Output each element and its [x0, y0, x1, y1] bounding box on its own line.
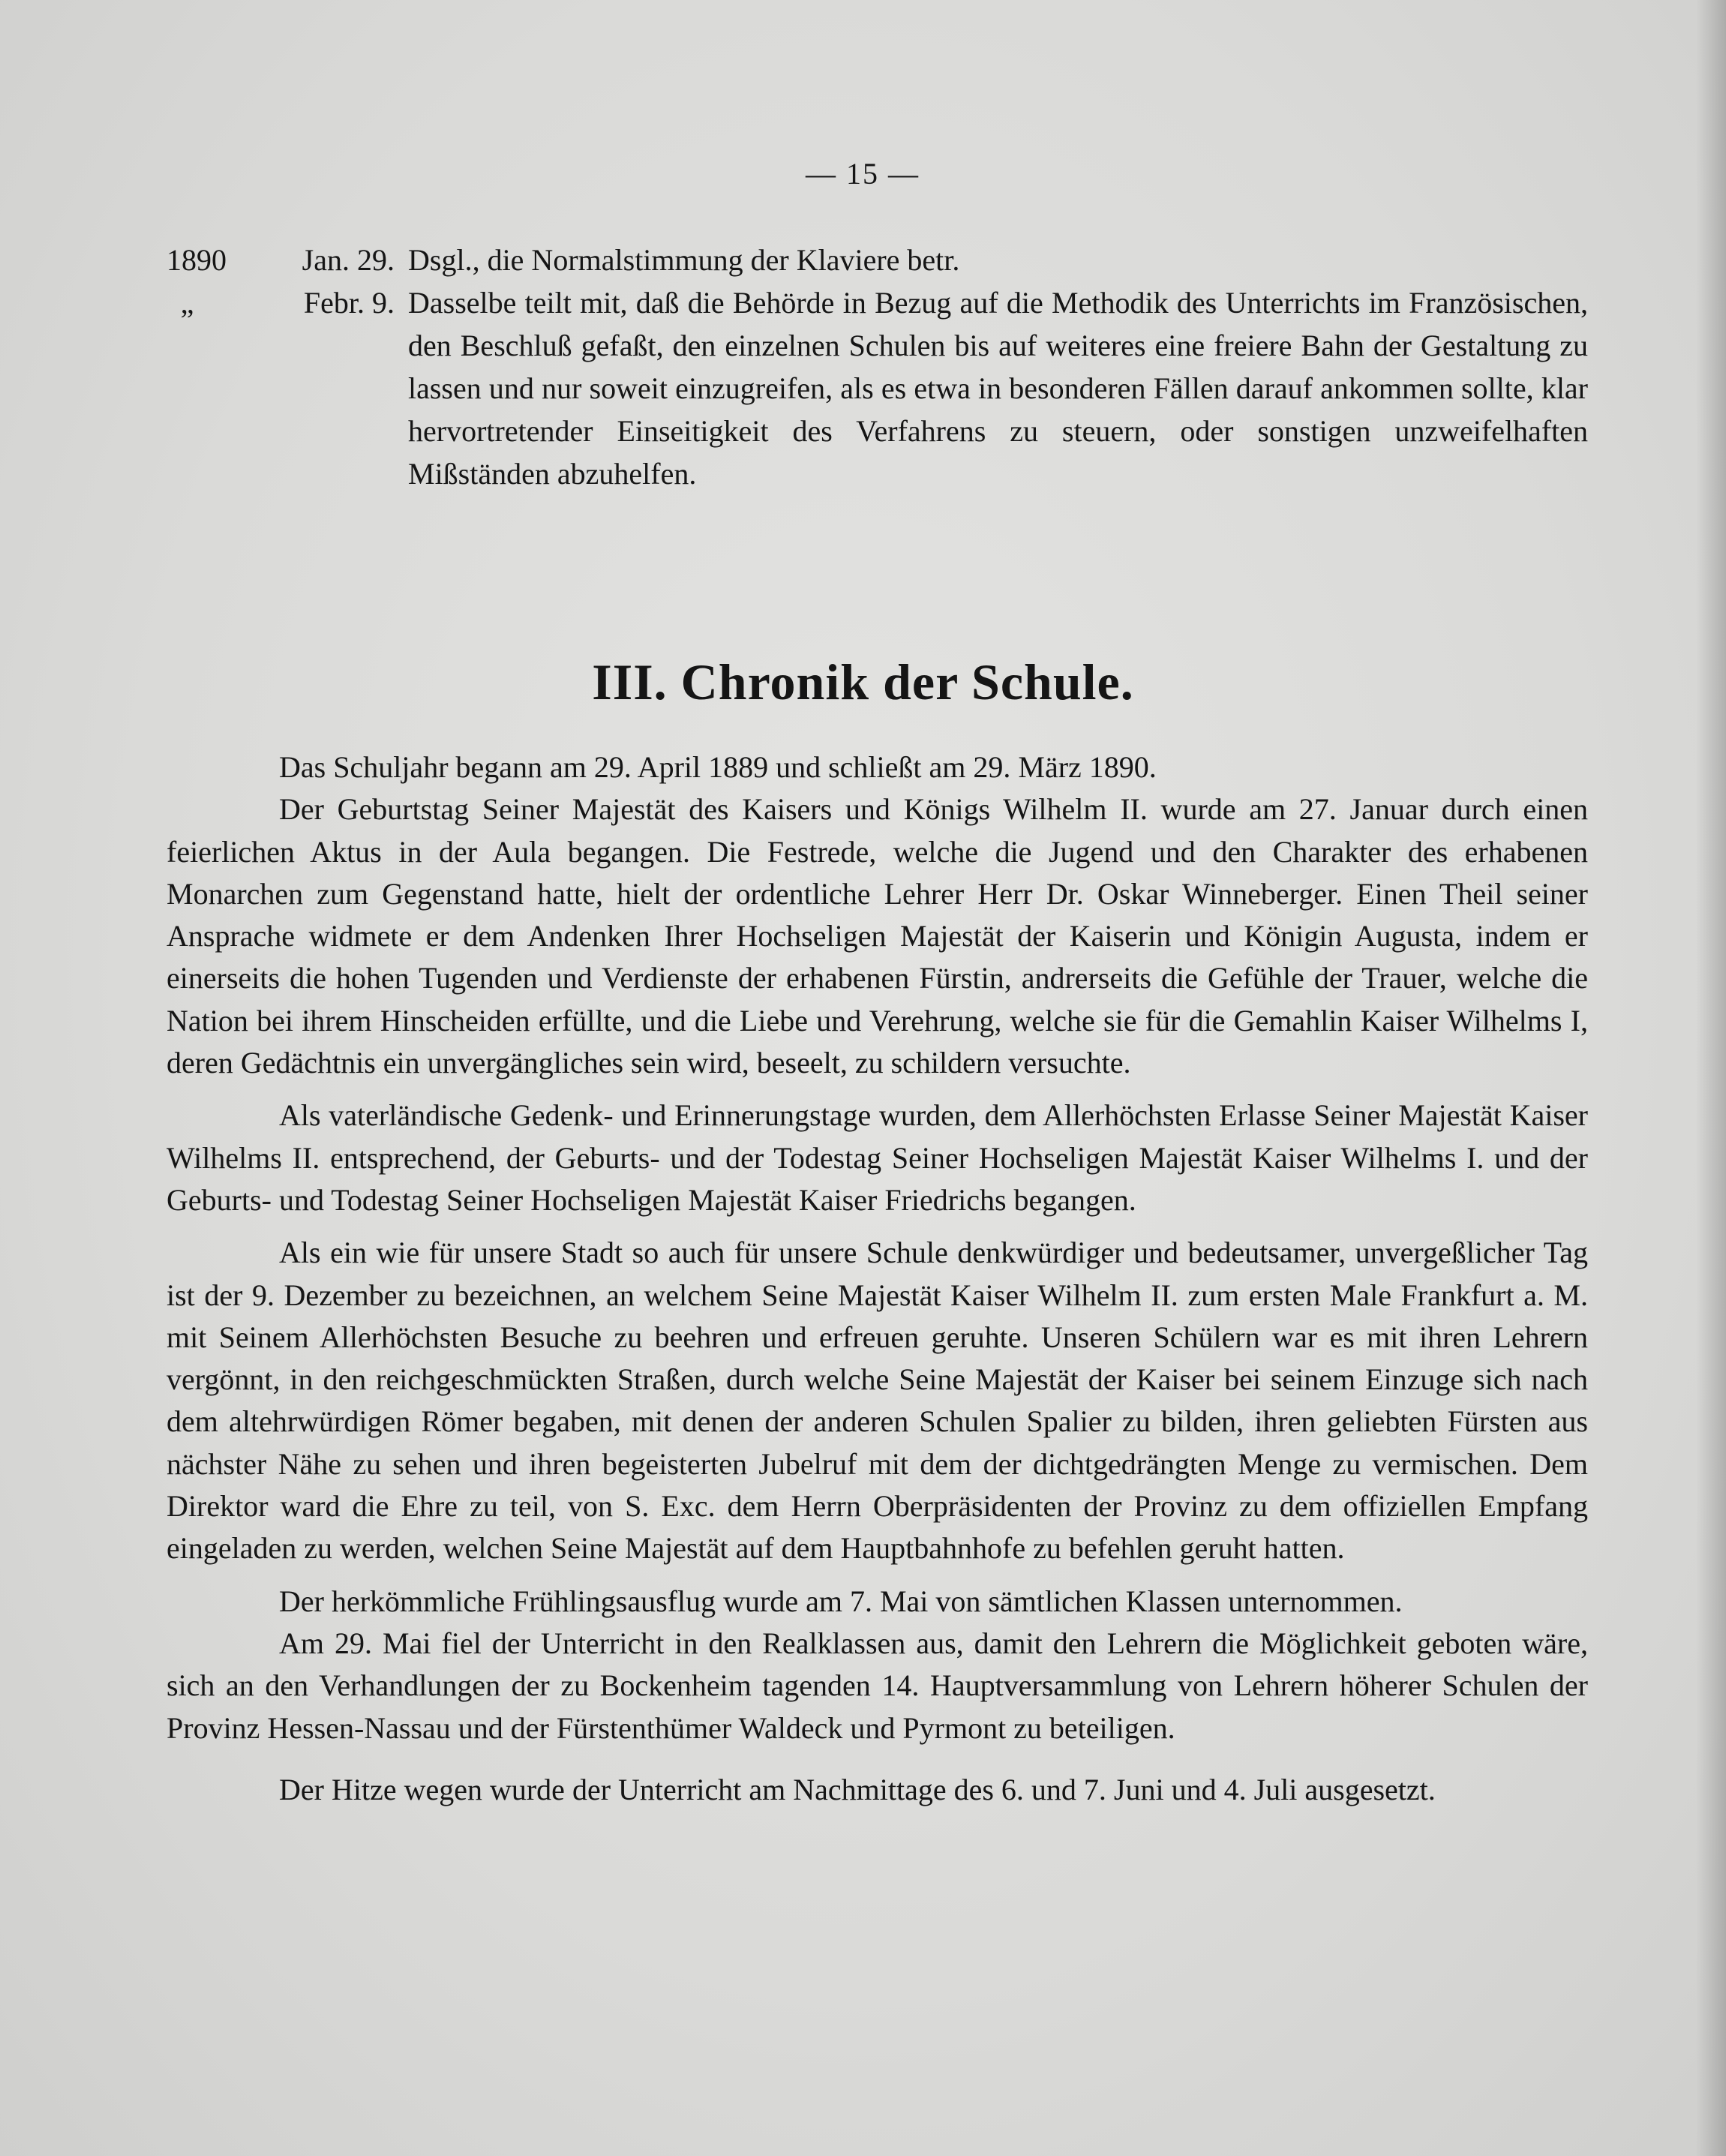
- paragraph: Das Schuljahr begann am 29. April 1889 und schließt am 29. März 1890.: [279, 750, 1157, 784]
- paragraph: Der herkömmliche Frühlingsausflug wurde am 7. Mai von sämtlichen Klassen unternommen.: [279, 1584, 1403, 1618]
- paragraph: Als vaterländische Gedenk- und Erinnerungstage wurden, dem Allerhöchsten Erlasse Seiner Majestät Kaiser Wilhelms II. entsprechend, der Geburts- und der Todestag Seiner Hochseligen Majestät Kaiser Wilhelms I. und der Geburts- und Todestag Seiner Hochseligen Majestät Kaiser Friedrichs begangen.: [167, 1098, 1588, 1217]
- paragraph: Am 29. Mai fiel der Unterricht in den Realklassen aus, damit den Lehrern die Möglichkeit geboten wäre, sich an den Verhandlungen der zu Bockenheim tagenden 14. Hauptversammlung von Lehrern höherer Schulen der Provinz Hessen-Nassau und der Fürstenthümer Waldeck und Pyrmont zu beteiligen.: [167, 1626, 1588, 1745]
- paragraph: Der Geburtstag Seiner Majestät des Kaisers und Königs Wilhelm II. wurde am 27. Januar durch einen feierlichen Aktus in der Aula begangen. Die Festrede, welche die Jugend und den Charakter des erhabenen Monarchen zum Gegenstand hatte, hielt der ordentliche Lehrer Herr Dr. Oskar Winneberger. Einen Theil seiner Ansprache widmete er dem Andenken Ihrer Hochseligen Majestät der Kaiserin und Königin Augusta, indem er einerseits die hohen Tugenden und Verdienste der erhabenen Fürstin, andrerseits die Gefühle der Trauer, welche die Nation bei ihrem Hinscheiden erfüllte, und die Liebe und Verehrung, welche sie für die Gemahlin Kaiser Wilhelms I, deren Gedächtnis ein unvergängliches sein wird, beseelt, zu schildern versuchte.: [167, 792, 1588, 1080]
- chronicle-ditto-mark: „: [180, 286, 194, 320]
- chronicle-day: Jan. 29.: [302, 243, 395, 277]
- paragraph: Der Hitze wegen wurde der Unterricht am Nachmittage des 6. und 7. Juni und 4. Juli ausgesetzt.: [279, 1772, 1436, 1806]
- chronicle-text: Dasselbe teilt mit, daß die Behörde in Bezug auf die Methodik des Unterrichts im Französischen, den Beschluß gefaßt, den einzelnen Schulen bis auf weiteres eine freiere Bahn der Gestaltung zu lassen und nur soweit einzugreifen, als es etwa in besonderen Fällen darauf ankommen sollte, klar hervortretender Einseitigkeit des Verfahrens zu steuern, oder sonstigen unzweifelhaften Mißständen abzuhelfen.: [408, 286, 1588, 491]
- page-edge-shadow: [1696, 0, 1726, 2156]
- chronicle-year: 1890: [167, 243, 227, 277]
- chronicle-entry: [167, 239, 1588, 281]
- chronicle-date: [167, 281, 408, 495]
- body-text: [167, 746, 1588, 1811]
- chronicle-list: [167, 239, 1588, 495]
- paragraph: Als ein wie für unsere Stadt so auch für unsere Schule denkwürdiger und bedeutsamer, unvergeßlicher Tag ist der 9. Dezember zu bezeichnen, an welchem Seine Majestät Kaiser Wilhelm II. zum ersten Male Frankfurt a. M. mit Seinem Allerhöchsten Besuche zu beehren und erfreuen geruhte. Unseren Schülern war es mit ihren Lehrern vergönnt, in den reichgeschmückten Straßen, durch welche Seine Majestät der Kaiser bei seinem Einzuge sich nach dem altehrwürdigen Römer begaben, mit denen der anderen Schulen Spalier zu bilden, ihren geliebten Fürsten aus nächster Nähe zu sehen und ihren begeisterten Jubelruf mit dem der dichtgedrängten Menge zu vermischen. Dem Direktor ward die Ehre zu teil, von S. Exc. dem Herrn Oberpräsidenten der Provinz zu dem offiziellen Empfang eingeladen zu werden, welchen Seine Majestät auf dem Hauptbahnhofe zu befehlen geruht hatten.: [167, 1236, 1588, 1566]
- chronicle-entry: [167, 281, 1588, 495]
- chronicle-day: Febr. 9.: [303, 286, 395, 320]
- chronicle-date: [167, 239, 408, 281]
- page-number: — 15 —: [806, 157, 920, 191]
- section-heading: III. Chronik der Schule.: [592, 653, 1134, 710]
- chronicle-text: Dsgl., die Normalstimmung der Klaviere betr.: [408, 243, 960, 277]
